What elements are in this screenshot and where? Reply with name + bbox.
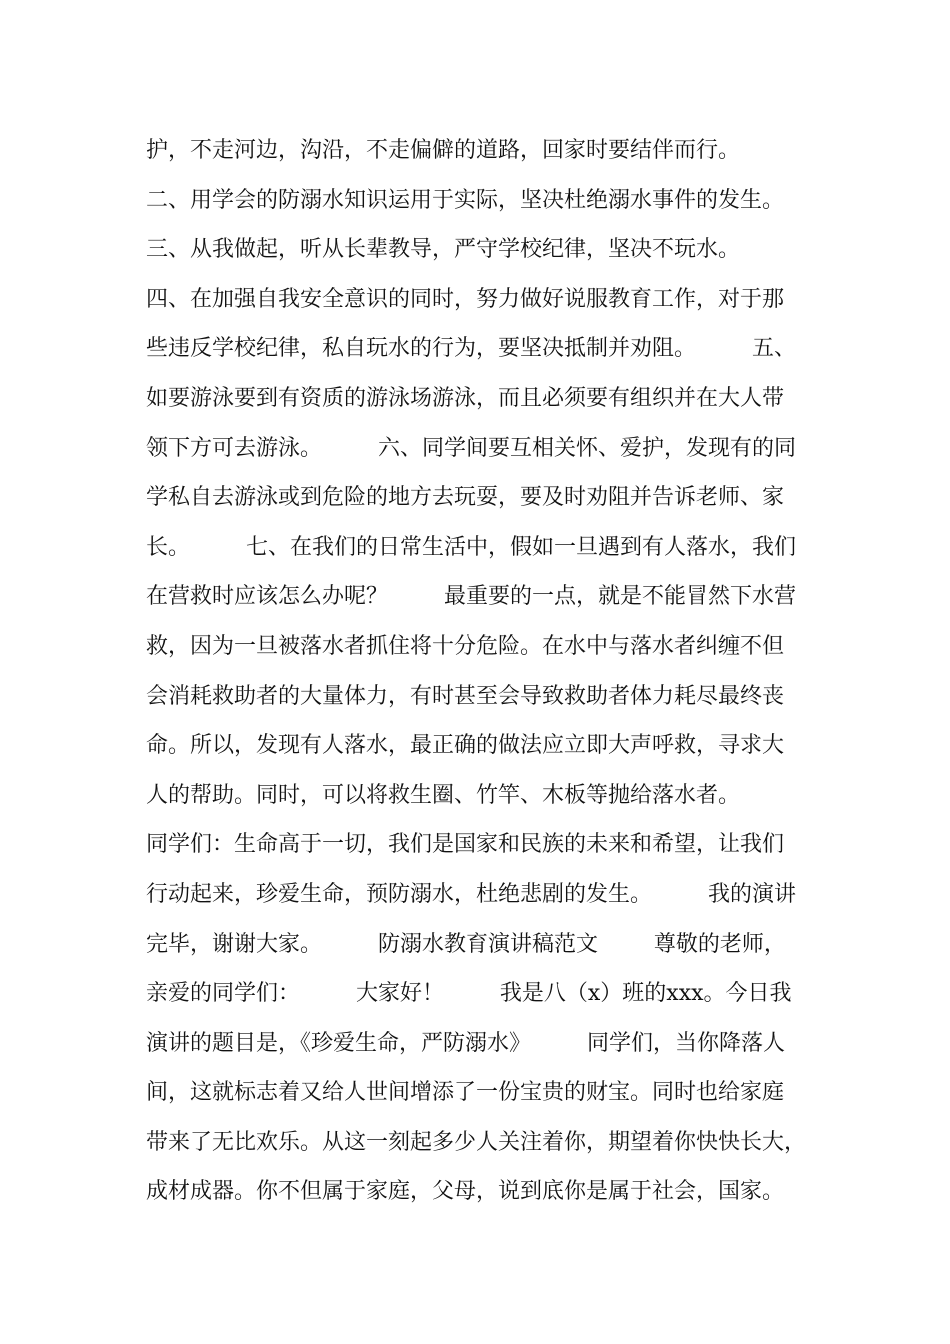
text-line: 间，这就标志着又给人世间增添了一份宝贵的财宝。同时也给家庭 (146, 1080, 785, 1106)
text-line: 成材成器。你不但属于家庭，父母，说到底你是属于社会，国家。 (146, 1179, 785, 1205)
text-line: 命。所以，发现有人落水，最正确的做法应立即大声呼救，寻求大 (146, 733, 785, 759)
text-line: 四、在加强自我安全意识的同时，努力做好说服教育工作，对于那 (146, 286, 785, 312)
text-line: 护，不走河边，沟沿，不走偏僻的道路，回家时要结伴而行。 (146, 138, 741, 163)
text-line: 二、用学会的防溺水知识运用于实际，坚决杜绝溺水事件的发生。 (146, 187, 785, 213)
text-line: 带来了无比欢乐。从这一刻起多少人关注着你，期望着你快快长大， (146, 1129, 807, 1155)
text-line: 长。 七、在我们的日常生活中，假如一旦遇到有人落水，我们 (146, 534, 796, 560)
text-line: 演讲的题目是，《珍爱生命，严防溺水》 同学们，当你降落人 (146, 1030, 785, 1056)
text-line: 如要游泳要到有资质的游泳场游泳，而且必须要有组织并在大人带 (146, 385, 785, 411)
text-line: 完毕，谢谢大家。 防溺水教育演讲稿范文 尊敬的老师， (146, 931, 786, 957)
text-line: 些违反学校纪律，私自玩水的行为，要坚决抵制并劝阻。 五、 (146, 336, 796, 362)
text-line: 行动起来，珍爱生命，预防溺水，杜绝悲剧的发生。 我的演讲 (146, 881, 796, 907)
text-line: 学私自去游泳或到危险的地方去玩耍，要及时劝阻并告诉老师、家 (146, 485, 785, 511)
text-line: 会消耗救助者的大量体力，有时甚至会导致救助者体力耗尽最终丧 (146, 683, 785, 709)
document-body (146, 131, 846, 1222)
text-line: 领下方可去游泳。 六、同学间要互相关怀、爱护，发现有的同 (146, 435, 796, 461)
text-line: 亲爱的同学们： 大家好！ 我是八（x）班的xxx。今日我 (146, 981, 792, 1007)
text-line: 人的帮助。同时，可以将救生圈、竹竿、木板等抛给落水者。 (146, 782, 741, 808)
text-line: 在营救时应该怎么办呢？ 最重要的一点，就是不能冒然下水营 (146, 584, 796, 610)
text-line: 救，因为一旦被落水者抓住将十分危险。在水中与落水者纠缠不但 (146, 633, 785, 659)
text-line: 同学们：生命高于一切，我们是国家和民族的未来和希望，让我们 (146, 832, 785, 858)
text-line: 三、从我做起，听从长辈教导，严守学校纪律，坚决不玩水。 (146, 237, 741, 263)
